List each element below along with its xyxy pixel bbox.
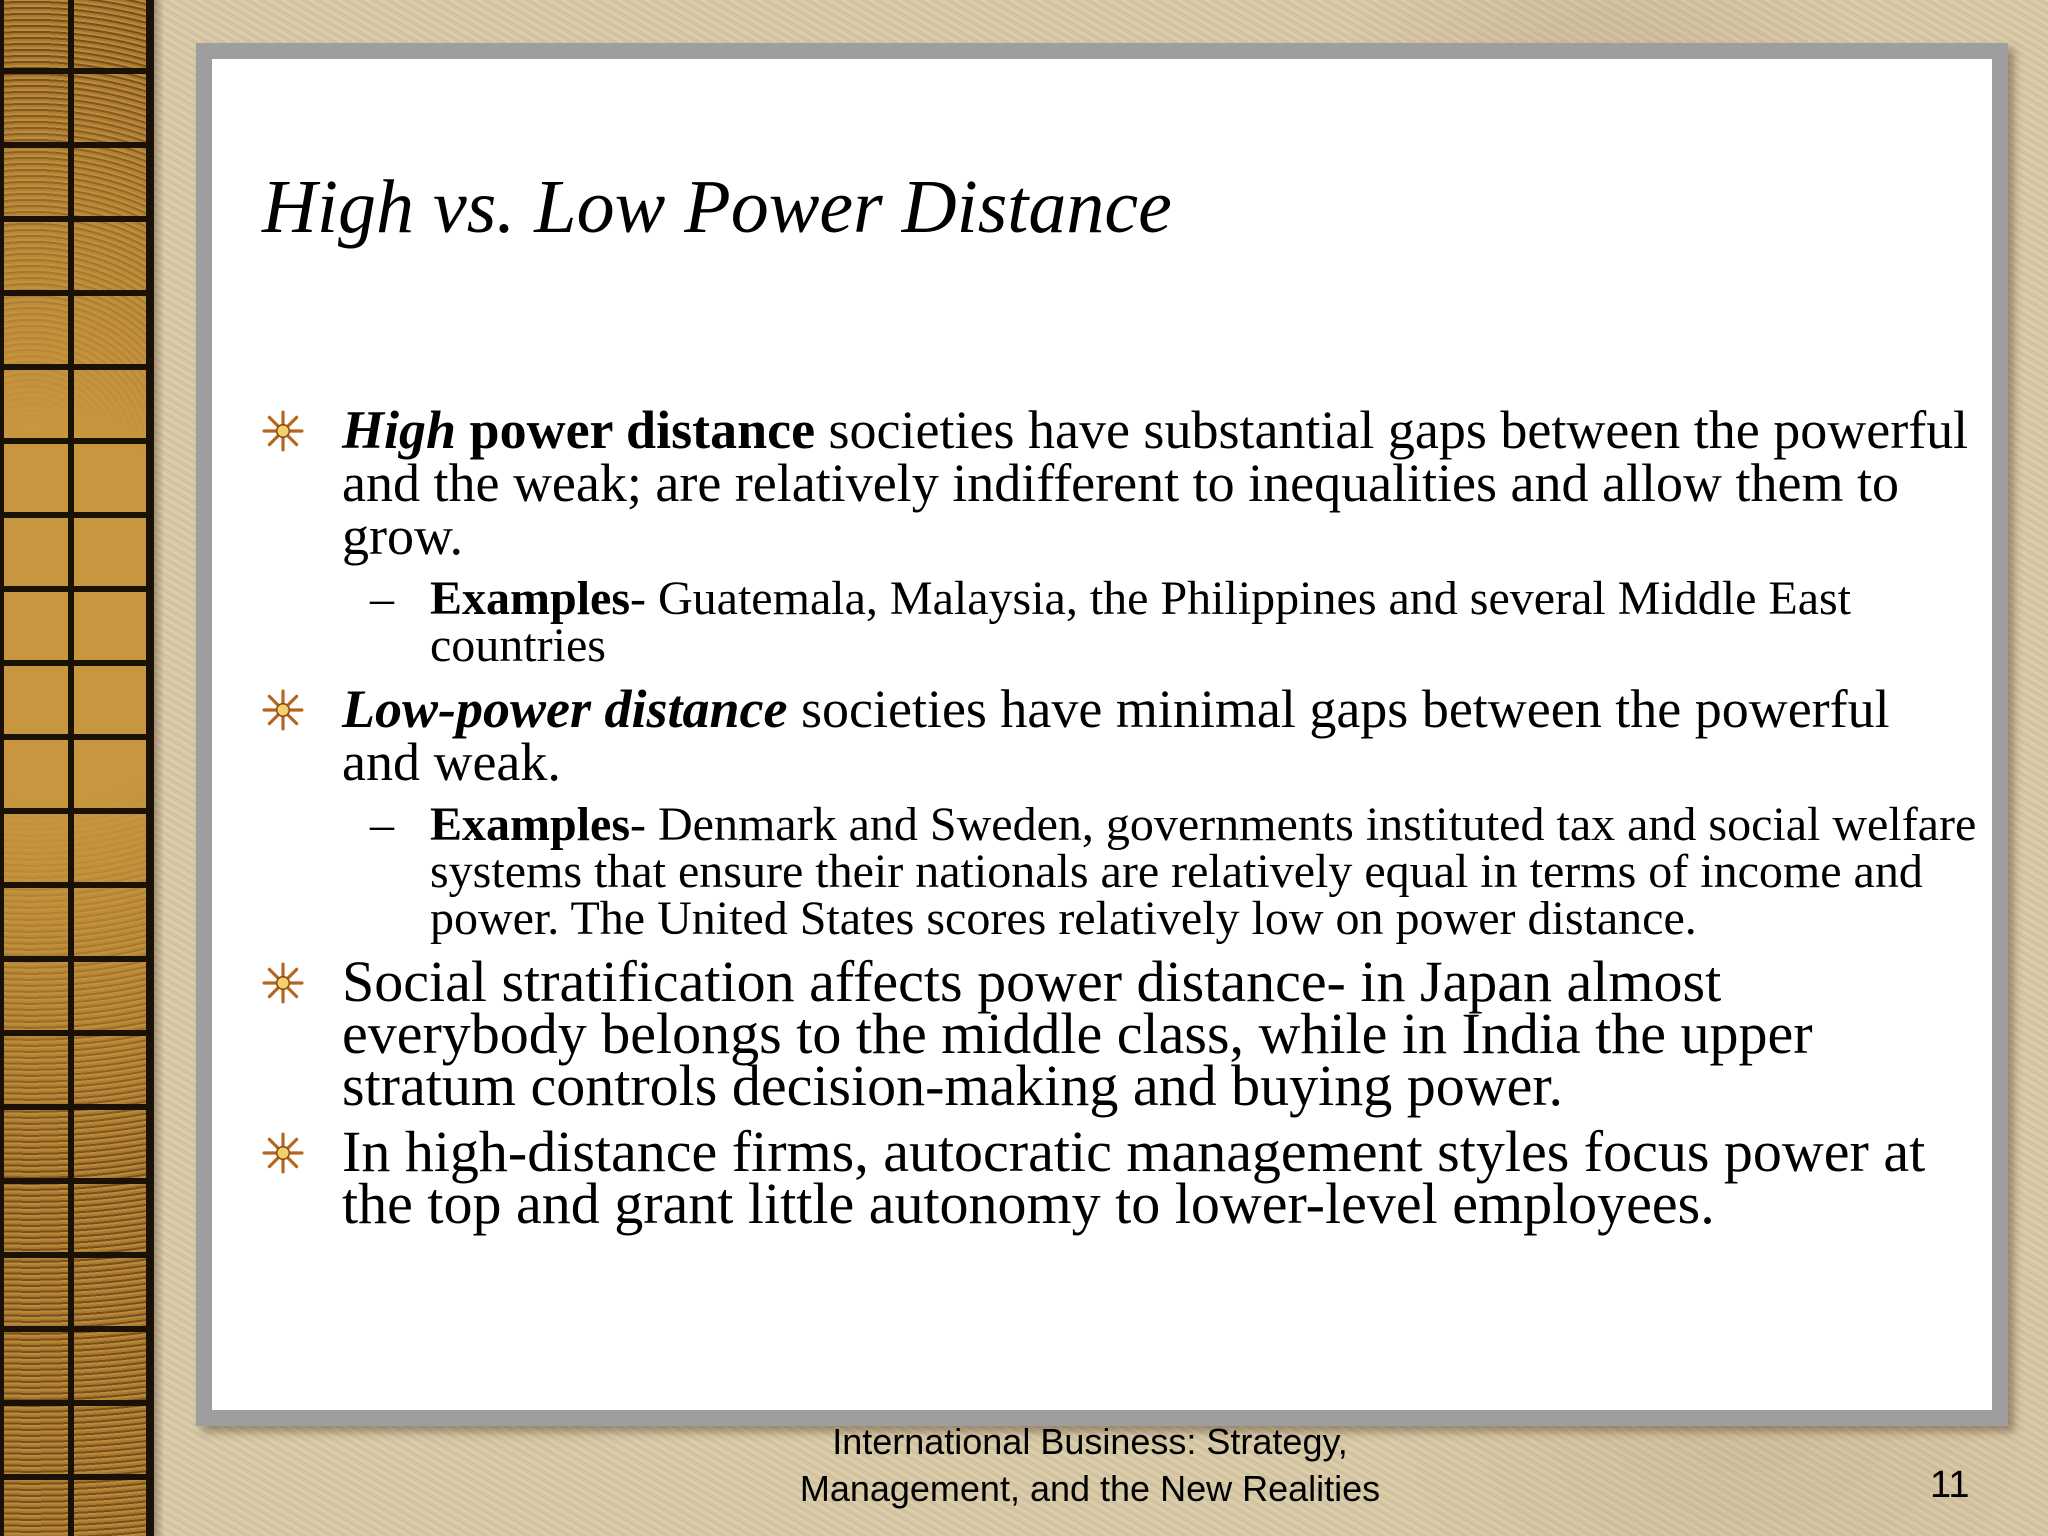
star-bullet-icon [262,962,304,1004]
page-number: 11 [1930,1464,1970,1506]
bullet-high-distance-firms [262,1119,1977,1236]
sub-bullet-examples-low [262,798,1977,945]
star-bullet-icon [262,689,304,731]
examples-label: Examples [430,798,631,851]
examples-text: - Denmark and Sweden, governments instituted tax and social welfare systems that ensure their nationals are relatively equal in terms of income and power. The United States scores relatively low on power distance. [430,798,1977,945]
power-distance-term: power distance [456,400,816,460]
sub-bullet-examples-high [262,572,1977,672]
strip-shadow [154,0,164,1536]
high-term: High [342,400,457,460]
bullet-high-power-distance [262,400,1977,566]
dash-marker: – [370,798,394,851]
examples-text: - Guatemala, Malaysia, the Philippines and several Middle East countries [430,572,1852,672]
slide-content [262,400,1977,1236]
left-decorative-strip [0,0,154,1536]
examples-label: Examples [430,572,631,625]
slide-title: High vs. Low Power Distance [262,165,1172,249]
bullet-social-stratification [262,949,1977,1118]
bullet-text: societies have minimal gaps between the powerful and weak. [342,679,1890,792]
low-power-distance-term: Low-power distance [342,679,788,739]
slide-panel [212,59,1992,1410]
star-bullet-icon [262,410,304,452]
star-bullet-icon [262,1132,304,1174]
slide-frame [196,43,2008,1426]
bullet-text: Social stratification affects power distance- in Japan almost everybody belongs to the middle class, while in India the upper stratum controls decision-making and buying power. [342,949,1813,1118]
footer-course-title: International Business: Strategy, Management, and the New Realities [799,1421,1381,1509]
dash-marker: – [370,572,394,625]
bullet-text: societies have substantial gaps between the powerful and the weak; are relatively indifferent to inequalities and allow them to grow. [342,400,1969,566]
bullet-low-power-distance [262,679,1977,792]
bullet-text: In high-distance firms, autocratic management styles focus power at the top and grant little autonomy to lower-level employees. [342,1119,1926,1236]
